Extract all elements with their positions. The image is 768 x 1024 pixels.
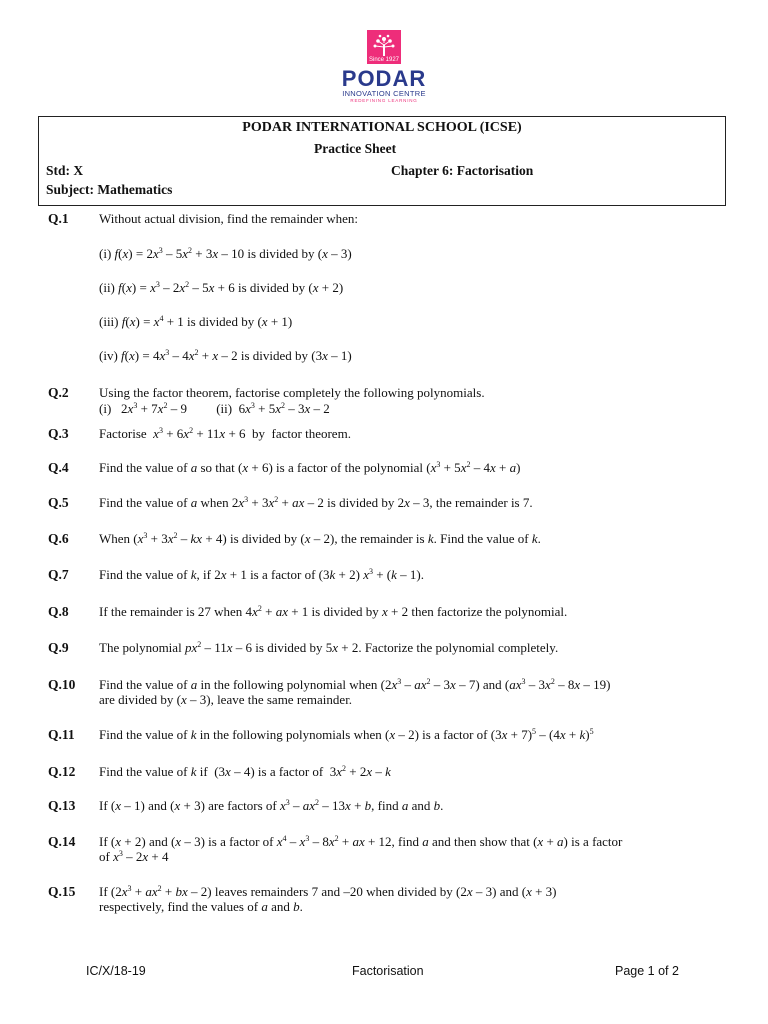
sheet-title: Practice Sheet [314, 141, 397, 156]
question-number: Q.1 [48, 211, 69, 226]
question-number: Q.15 [48, 884, 76, 899]
question-number: Q.6 [48, 531, 69, 546]
question-1-part-iv: (iv) $f(x) = 4x^3 - 4x^2 + x - 2$ is divided by (3x – 1) [99, 348, 352, 363]
logo-subtitle: INNOVATION CENTRE [342, 89, 426, 98]
question-text: If ($2x^3 + ax^2$ + bx – 2) leaves remainders 7 and –20 when divided by (2x – 3) and (x + 3) respectively, find the values of a and b. [99, 884, 557, 914]
subject-label: Subject: Mathematics [46, 182, 173, 197]
logo-name: PODAR [341, 66, 427, 91]
school-logo [0, 30, 768, 104]
question-1-part-iii: (iii) $f(x) = x^4 + 1$ is divided by (x + 1) [99, 314, 293, 329]
header-box [38, 116, 726, 206]
question-text: If the remainder is 27 when $4x^2$ + ax + 1 is divided by x + 2 then factorize the polynomial. [99, 604, 568, 619]
footer-code: IC/X/18-19 [86, 964, 146, 978]
question-1-part-i: (i) $f(x) = 2x^3 - 5x^2 + 3x - 10$ is divided by (x – 3) [99, 246, 352, 261]
question-text: If (x – 1) and (x + 3) are factors of $x^3 - ax^2 - 13x + b$, find a and b. [99, 798, 444, 813]
footer-title: Factorisation [352, 964, 424, 978]
school-name: PODAR INTERNATIONAL SCHOOL (ICSE) [242, 120, 522, 135]
question-text: Find the value of a so that (x + 6) is a factor of the polynomial $(x^3 + 5x^2 - 4x + a)$ [99, 460, 521, 475]
question-text: When ($x^3 + 3x^2$ – kx + 4) is divided by (x – 2), the remainder is k. Find the value of k. [99, 531, 541, 546]
question-number: Q.5 [48, 495, 69, 510]
question-text: Find the value of k if (3x – 4) is a factor of $3x^2 + 2x - k$ [99, 764, 391, 779]
question-number: Q.13 [48, 798, 76, 813]
logo-since: Since 1927 [368, 57, 400, 63]
question-text: If (x + 2) and (x – 3) is a factor of $x^4 - x^3 - 8x^2$ + ax + 12, find a and then show that (x + a) is a factor of $x^3 - 2x + 4$ [99, 834, 623, 864]
question-number: Q.2 [48, 385, 69, 400]
question-number: Q.12 [48, 764, 76, 779]
question-number: Q.3 [48, 426, 69, 441]
std-label: Std: X [46, 163, 84, 178]
question-number: Q.10 [48, 677, 76, 692]
question-text: Using the factor theorem, factorise completely the following polynomials. [99, 385, 485, 400]
question-text: Find the value of k in the following polynomials when (x – 2) is a factor of $(3x + 7)^5 - (4x + k)^5$ [99, 727, 594, 742]
question-text: Find the value of a in the following polynomial when $(2x^3 - ax^2 - 3x - 7)$ and $(ax^3 - 3x^2 - 8x - 19)$ are divided by (x – 3), leave the same remainder. [99, 677, 611, 707]
question-text: Find the value of k, if 2x + 1 is a factor of (3k + 2) $x^3 + (k - 1)$. [99, 567, 425, 582]
question-number: Q.4 [48, 460, 69, 475]
question-text: Without actual division, find the remainder when: [99, 211, 359, 226]
chapter-label: Chapter 6: Factorisation [391, 163, 534, 178]
question-number: Q.7 [48, 567, 69, 582]
question-number: Q.8 [48, 604, 69, 619]
question-1-part-ii: (ii) $f(x) = x^3 - 2x^2 - 5x + 6$ is divided by (x + 2) [99, 280, 344, 295]
question-text: Factorise $x^3 + 6x^2 + 11x + 6$ by factor theorem. [99, 426, 351, 441]
footer-page-number: Page 1 of 2 [615, 964, 679, 978]
logo-tagline: REDEFINING LEARNING [350, 98, 418, 103]
question-number: Q.14 [48, 834, 76, 849]
question-number: Q.9 [48, 640, 69, 655]
question-number: Q.11 [48, 727, 75, 742]
question-text: The polynomial $px^2 - 11x - 6$ is divided by 5x + 2. Factorize the polynomial completely. [99, 640, 559, 655]
question-text: Find the value of a when $2x^3 + 3x^2$ + ax – 2 is divided by 2x – 3, the remainder is 7. [99, 495, 533, 510]
question-2-parts: (i) $2x^3 + 7x^2 - 9$ (ii) $6x^3 + 5x^2 - 3x - 2$ [99, 401, 330, 416]
